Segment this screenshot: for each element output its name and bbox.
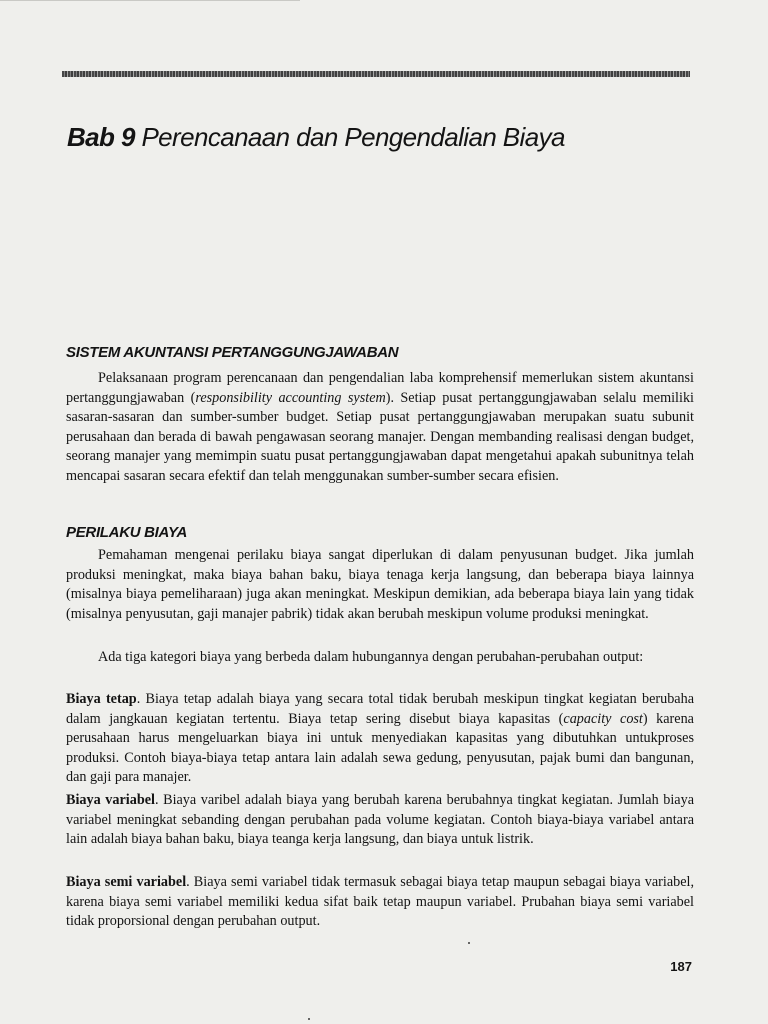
scan-dust-mark [468,942,470,944]
body-paragraph [66,369,694,487]
paragraph-text: ) karena perusahaan harus mengeluarkan biaya ini untuk menyediakan kapasitas yang dibutuhkan untukproses produksi. Contoh biaya-biaya tetap antara lain adalah sewa gedung, penyusutan, pajak bumi dan bangunan, dan gaji para manajer. [66,710,694,786]
page-number: 187 [670,959,692,974]
chapter-title [67,122,565,153]
term-label: Biaya semi variabel [66,874,187,890]
paragraph-responsibility-accounting [66,369,694,487]
term-paragraph [66,690,694,788]
body-paragraph: Pemahaman mengenai perilaku biaya sangat diperlukan di dalam penyusunan budget. Jika jumlah produksi meningkat, maka biaya bahan baku, biaya tenaga kerja langsung, dan beberapa biaya lainnya (misalnya biaya pemeliharaan) juga akan meningkat. Meskipun demikian, ada beberapa biaya lain yang tidak (misalnya penyusutan, gaji manajer pabrik) tidak akan berubah meskipun volume produksi meningkat. [66,547,694,622]
paragraph-text: Pelaksanaan program perencanaan dan pengendalian laba komprehensif memerlukan sistem akuntansi pertanggungjawaban ( [66,370,694,406]
paragraph-cost-behavior [66,546,694,624]
body-paragraph: Ada tiga kategori biaya yang berbeda dalam hubungannya dengan perubahan-perubahan output: [98,649,644,665]
paragraph-cost-categories [66,648,694,668]
term-label: Biaya tetap [66,691,137,707]
term-paragraph [66,873,694,932]
variable-cost-definition [66,791,694,850]
paragraph-text: . Biaya semi variabel tidak termasuk sebagai biaya tetap maupun sebagai biaya variabel, karena biaya semi variabel memiliki kedua sifat baik tetap maupun variabel. Prubahan biaya semi variabel tidak proporsional dengan perubahan output. [66,874,694,930]
section-heading-responsibility-accounting: SISTEM AKUNTANSI PERTANGGUNGJAWABAN [66,344,399,361]
paragraph-text: . Biaya tetap adalah biaya yang secara total tidak berubah meskipun tingkat kegiatan berubaha dalam jangkauan kegiatan tertentu. Biaya tetap sering disebut biaya kapasitas ( [66,691,694,727]
section-heading-cost-behavior: PERILAKU BIAYA [66,524,188,541]
italic-term: responsibility accounting system [195,389,386,406]
paragraph-text: ). Setiap pusat pertanggungjawaban selalu memiliki sasaran-sasaran dan sumber-sumber budget. Setiap pusat pertanggungjawaban merupakan suatu subunit perusahaan dan berada di bawah pengawasan seorang manajer. Dengan membanding realisasi dengan budget, seorang manajer yang memimpin suatu pusat pertanggungjawaban dapat mengetahui apakah subunitnya telah mencapai sasaran secara efektif dan telah menggunakan sumber-sumber secara efisien. [66,389,694,484]
term-paragraph [66,791,694,850]
chapter-name: Perencanaan dan Pengendalian Biaya [141,122,565,152]
fixed-cost-definition [66,690,694,788]
semi-variable-cost-definition [66,873,694,932]
chapter-label: Bab 9 [67,122,135,152]
term-label: Biaya variabel [66,792,155,808]
scan-dust-mark [308,1018,310,1020]
chapter-rule [62,71,690,77]
italic-term: capacity cost [563,710,643,727]
paragraph-text: . Biaya varibel adalah biaya yang berubah karena berubahnya tingkat kegiatan. Jumlah biaya variabel meningkat sebanding dengan perubahan pada volume kegiatan. Contoh biaya-biaya variabel antara lain adalah biaya bahan baku, biaya teanga kerja langsung, dan biaya untuk listrik. [66,792,694,848]
